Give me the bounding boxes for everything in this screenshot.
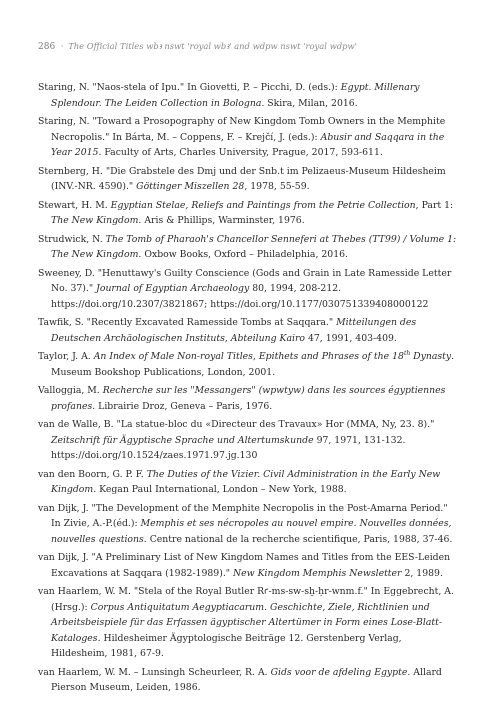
entry-text: , Part 1:: [415, 199, 454, 211]
entry-text: van den Boorn, G. P. F.: [38, 468, 147, 480]
italic-title-text: The New Kingdom: [51, 215, 139, 226]
italic-title-text: Dynasty: [410, 351, 452, 362]
entry-text: . Kegan Paul International, London – New York, 1988.: [93, 484, 347, 495]
entry-text: . Aris & Phillips, Warminster, 1976.: [138, 215, 305, 226]
header-separator: ·: [60, 41, 64, 51]
bibliography-list: [38, 80, 458, 699]
bibliography-entry: [38, 501, 458, 548]
entry-text: 97, 1971, 131-132. https://doi.org/10.1524/zaes.1971.97.jg.130: [51, 434, 406, 461]
italic-title-text: Recherche sur les "Messangers" (wpwtyw) dans les sources égyptiennes profanes: [51, 385, 446, 412]
entry-text: Strudwick, N.: [38, 233, 106, 245]
bibliography-entry: [38, 114, 458, 161]
italic-title-text: Gids voor de afdeling Egypte: [270, 666, 408, 678]
italic-title-text: Egyptian Stelae, Reliefs and Paintings from the Petrie Collection: [110, 199, 416, 211]
entry-text: . Hildesheimer Ägyptologische Beiträge 12. Gerstenberg Verlag, Hildesheim, 1981, 67-9.: [51, 632, 402, 659]
page-number: 286: [38, 42, 56, 52]
entry-text: . Museum Bookshop Publications, London, 2001.: [51, 351, 455, 378]
entry-text: van de Walle, B. "La statue-bloc du «Directeur des Travaux» Hor (MMA, Ny, 23. 8).": [38, 419, 435, 430]
bibliography-entry: [38, 383, 458, 414]
entry-text: Staring, N. "Toward a Prosopography of New Kingdom Tomb Owners in the Memphite Necropolis." In Bárta, M. – Coppens, F. – Krejčí, J. (eds.):: [38, 116, 446, 143]
entry-text: Tawfik, S. "Recently Excavated Ramesside Tombs at Saqqara.": [38, 317, 337, 328]
entry-text: . Librairie Droz, Geneva – Paris, 1976.: [92, 400, 273, 412]
entry-text: , 1978, 55-59.: [244, 181, 310, 192]
bibliography-entry: [38, 164, 458, 195]
entry-text: Sweeney, D. "Henuttawy's Guilty Conscience (Gods and Grain in Late Ramesside Letter No. 37).": [38, 267, 452, 294]
bibliography-entry: [38, 665, 458, 696]
italic-title-text: Göttinger Miszellen 28: [136, 181, 245, 192]
entry-text: . Faculty of Arts, Charles University, Prague, 2017, 593-611.: [98, 147, 383, 158]
entry-text: Taylor, J. A.: [38, 351, 94, 362]
bibliography-entry: [38, 232, 458, 263]
bibliography-entry: [38, 266, 458, 313]
superscript-text: th: [403, 349, 411, 357]
bibliography-entry: [38, 315, 458, 346]
running-header: [38, 41, 468, 52]
entry-text: Valloggia, M.: [38, 385, 103, 396]
bibliography-entry: [38, 349, 458, 380]
italic-title-text: Mitteilungen des Deutschen Archäologischen Instituts, Abteilung Kairo: [51, 317, 417, 344]
bibliography-entry: [38, 80, 458, 111]
entry-text: Staring, N. "Naos-stela of Ipu." In Giovetti, P. – Picchi, D. (eds.):: [38, 82, 341, 93]
entry-text: 80, 1994, 208-212. https://doi.org/10.2307/3821867; https://doi.org/10.1177/030751339408000122: [51, 283, 429, 310]
italic-title-text: Abusir and Saqqara in the Year 2015: [51, 131, 445, 158]
entry-text: 2, 1989.: [401, 567, 443, 579]
running-title: The Official Titles wbꜣ nswt 'royal wbꜣ' and wdpw nswt 'royal wdpw': [68, 41, 357, 51]
italic-title-text: Egypt. Millenary Splendour. The Leiden Collection in Bologna: [51, 82, 420, 109]
italic-title-text: Memphis et ses nécropoles au nouvel empire. Nouvelles données, nouvelles questions: [51, 518, 452, 545]
italic-title-text: New Kingdom Memphis Newsletter: [233, 567, 402, 579]
entry-text: . Centre national de la recherche scientifique, Paris, 1988, 37-46.: [143, 533, 453, 545]
bibliography-entry: [38, 417, 458, 464]
italic-title-text: An Index of Male Non-royal Titles, Epithets and Phrases of the 18: [93, 351, 404, 362]
italic-title-text: Zeitschrift für Ägyptische Sprache und Altertumskunde: [51, 434, 314, 446]
entry-text: van Haarlem, W. M. "Stela of the Royal Butler Rꜥ-ms-sw-sḫ-ḥr-wnm.f." In Eggebrecht, A. (Hrsg.):: [38, 586, 454, 613]
entry-text: Sternberg, H. "Die Grabstele des Dmj und der Snb.t im Pelizaeus-Museum Hildesheim (INV.-NR. 4590).": [38, 165, 446, 192]
italic-title-text: The Tomb of Pharaoh's Chancellor Senneferi at Thebes (TT99) / Volume 1: The New Kingdom: [51, 233, 457, 260]
bibliography-entry: [38, 550, 458, 581]
bibliography-entry: [38, 198, 458, 229]
bibliography-entry: [38, 584, 458, 662]
bibliography-entry: [38, 467, 458, 498]
entry-text: Stewart, H. M.: [38, 199, 111, 211]
italic-title-text: The Duties of the Vizier. Civil Administration in the Early New Kingdom: [51, 468, 441, 495]
entry-text: van Dijk, J. "The Development of the Memphite Necropolis in the Post-Amarna Period." In Zivie, A.-P.(éd.):: [38, 502, 448, 529]
entry-text: 47, 1991, 403-409.: [305, 332, 397, 344]
entry-text: van Dijk, J. "A Preliminary List of New Kingdom Names and Titles from the EES-Leiden Excavations at Saqqara (1982-1989).": [38, 552, 451, 579]
entry-text: . Oxbow Books, Oxford – Philadelphia, 2016.: [138, 249, 348, 260]
entry-text: . Allard Pierson Museum, Leiden, 1986.: [51, 666, 442, 693]
italic-title-text: Corpus Antiquitatum Aegyptiacarum. Geschichte, Ziele, Richtlinien und Arbeitsbeispiele für das Erfassen ägyptischer Altertümer in Form eines Lose-Blatt-Kataloges: [51, 601, 442, 644]
entry-text: . Skira, Milan, 2016.: [261, 97, 358, 109]
italic-title-text: Journal of Egyptian Archaeology: [96, 283, 250, 294]
entry-text: van Haarlem, W. M. – Lunsingh Scheurleer, R. A.: [38, 666, 271, 678]
